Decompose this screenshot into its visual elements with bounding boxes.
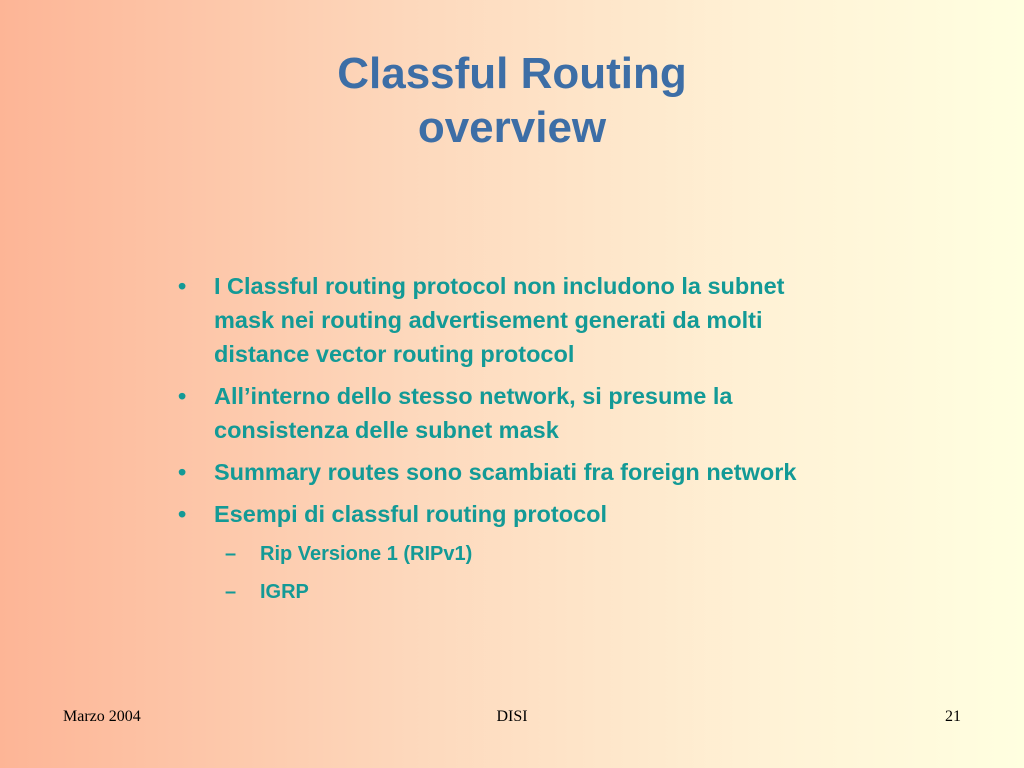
bullet-text: I Classful routing protocol non includono la subnet mask nei routing advertisement generati da molti distance vector routing protocol [214, 273, 785, 367]
bullet-marker: • [178, 459, 187, 485]
slide-title [0, 47, 1024, 155]
bullet-marker: • [178, 383, 187, 409]
title-line-2: overview [417, 103, 607, 152]
sub-bullet-marker: – [225, 581, 237, 603]
bullet-list [170, 269, 830, 615]
bullet-item [170, 269, 830, 371]
bullet-marker: • [178, 501, 187, 527]
sub-bullet-item [170, 577, 830, 607]
bullet-marker: • [178, 273, 187, 299]
bullet-item [170, 379, 830, 447]
sub-bullet-item [170, 539, 830, 569]
sub-bullet-text: IGRP [260, 581, 309, 603]
bullet-text: All’interno dello stesso network, si presume la consistenza delle subnet mask [214, 383, 733, 443]
slide-number: 21 [945, 708, 961, 725]
footer-date: Marzo 2004 [63, 708, 141, 725]
title-line-1: Classful Routing [337, 49, 687, 98]
footer-organization: DISI [496, 708, 528, 725]
sub-bullet-text: Rip Versione 1 (RIPv1) [260, 543, 473, 565]
bullet-item [170, 455, 830, 489]
bullet-text: Esempi di classful routing protocol [214, 501, 608, 527]
bullet-text: Summary routes sono scambiati fra foreign network [214, 459, 797, 485]
bullet-item [170, 497, 830, 531]
sub-bullet-marker: – [225, 543, 237, 565]
